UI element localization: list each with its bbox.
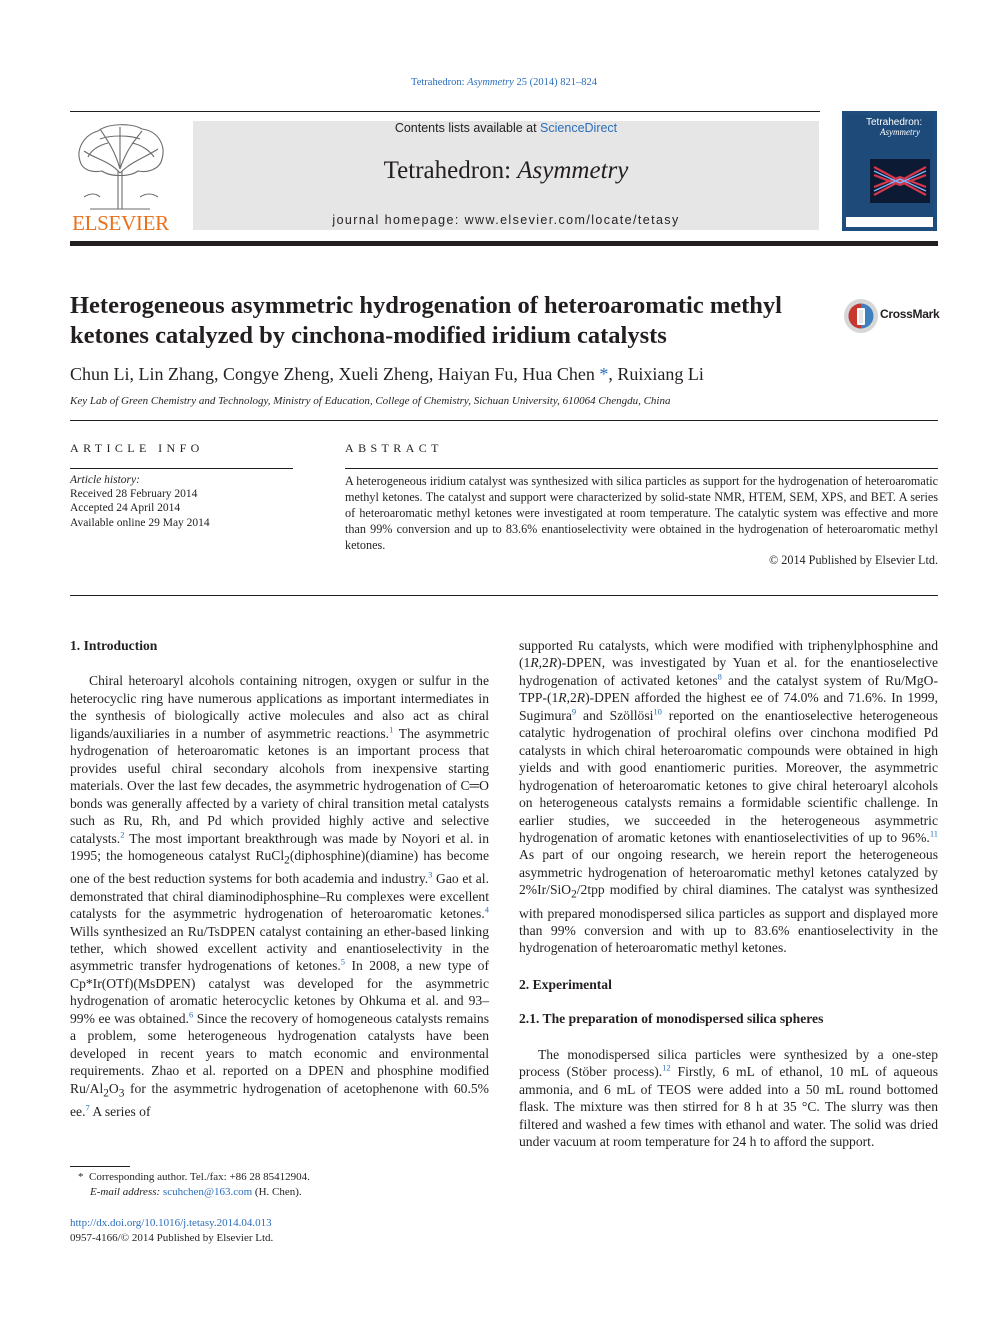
cover-title: Tetrahedron:	[866, 117, 923, 128]
author-list: Chun Li, Lin Zhang, Congye Zheng, Xueli Zheng, Haiyan Fu, Hua Chen *, Ruixiang Li	[70, 364, 704, 384]
accepted-date: Accepted 24 April 2014	[70, 502, 181, 515]
abstract-copyright: © 2014 Published by Elsevier Ltd.	[768, 553, 938, 567]
doi-link[interactable]: http://dx.doi.org/10.1016/j.tetasy.2014.04.013	[70, 1217, 272, 1229]
sciencedirect-link[interactable]: ScienceDirect	[540, 121, 618, 135]
experimental-paragraph: The monodispersed silica particles were synthesized by a one-step process (Stöber process).$^{12}$ Firstly, 6 mL of ethanol, 10 mL of aqueous ammonia, and 6 mL of TEOS were added into a 50 mL round bottomed flask. The mixture was then stirred for 8 h at 35 °C. The slurry was then filtered and washed a few times with ethanol and water. The solid was dried under vacuum at room temperature for 24 h to afford the support.	[519, 1046, 939, 1150]
experimental-heading: 2. Experimental	[519, 976, 612, 992]
header-divider	[70, 111, 820, 112]
cover-artwork-icon	[870, 159, 930, 203]
intro-continued-paragraph: supported Ru catalysts, which were modified with triphenylphosphine and (1R,2R)-DPEN, was investigated by Yuan et al. for the enantioselective hydrogenation of activated ketones$^8$ and the catalyst system of Ru/MgO-TPP-(1R,2R)-DPEN afforded the highest ee of 74.0% and 71.6%. In 1999, Sugimura$^9$ and Szöllösi$^{10}$ reported on the enantioselective heterogeneous catalytic hydrogenation of prochiral olefins over cinchona modified Pd catalysts in which chiral heteroaromatic compounds were obtained in high yields and with good enantiomeric purities. Moreover, the asymmetric hydrogenation of heteroaromatic ketones to give chiral heteroaryl alcohols on heterogeneous catalysts remains a formidable scientific challenge. In earlier studies, we succeeded in the heterogeneous asymmetric hydrogenation of aromatic ketones with enantioselectivities of up to 96%.$^{11}$ As part of our ongoing research, we herein report the heterogeneous asymmetric hydrogenation of heteroaromatic methyl ketones catalyzed by 2%Ir/SiO$_2$/2tpp modified by chiral diamines. The catalyst was synthesized with prepared monodispersed silica particles as support and displayed more than 99% conversion and with up to 83.6% enantioselectivity in the hydrogenation of heteroaromatic methyl ketones.	[519, 638, 938, 956]
abstract-heading: ABSTRACT	[345, 441, 443, 455]
article-history	[70, 473, 293, 530]
journal-homepage-link[interactable]: journal homepage: www.elsevier.com/locate/tetasy	[332, 213, 680, 227]
journal-cover-thumbnail[interactable]	[842, 111, 937, 231]
online-date: Available online 29 May 2014	[70, 516, 210, 529]
email-footnote: E-mail address: scuhchen@163.com (H. Chen).	[90, 1186, 302, 1198]
footnote-divider	[70, 1166, 130, 1167]
abstract-divider	[345, 468, 938, 469]
header-thick-rule	[70, 241, 938, 246]
history-label: Article history:	[70, 474, 140, 486]
left-column	[70, 637, 489, 1120]
issn-line: 0957-4166/© 2014 Published by Elsevier Ltd.	[70, 1232, 274, 1244]
affiliation-divider	[70, 420, 938, 421]
intro-paragraph: Chiral heteroaryl alcohols containing nitrogen, oxygen or sulfur in the heterocyclic ring have numerous applications as important intermediates in the synthesis of biologically active molecules and also act as chiral ligands/auxiliaries in a number of asymmetric reactions.$^1$ The asymmetric hydrogenation of heteroaromatic ketones is an important process that provides useful chiral secondary alcohols from inexpensive starting materials. Over the last few decades, the asymmetric hydrogenation of C═O bonds was generally affected by a variety of chiral transition metal catalysts such as Ru, Rh, and Pd which provided highly active and selective catalysts.$^2$ The most important breakthrough was made by Noyori et al. in 1995; the homogeneous catalyst RuCl$_2$(diphosphine)(diamine) has become one of the best reduction systems for both academia and industry.$^3$ Gao et al. demonstrated that chiral diaminodiphosphine–Ru complexes were excellent catalysts for the asymmetric hydrogenation of heteroaromatic ketones.$^4$ Wills synthesized an Ru/TsDPEN catalyst containing an ether-based linking tether, which showed excellent activity and enantioselectivity in the asymmetric transfer hydrogenations of ketones.$^5$ In 2008, a new type of Cp*Ir(OTf)(MsDPEN) catalyst was developed for the asymmetric hydrogenation of aromatic heterocyclic ketones by Ohkuma et al. and 93–99% ee was obtained.$^6$ Since the recovery of homogeneous catalysts remains a problem, some heterogeneous hydrogenation catalysts have been developed in recent years to match economic and environmental requirements. Zhao et al. reported on a DPEN and phosphine modified $Ru/Al_2O_3$ for the asymmetric hydrogenation of acetophenone with 60.5% ee.$^7$ A series of	[70, 673, 489, 1119]
corresponding-footnote: * Corresponding author. Tel./fax: +86 28 85412904.	[78, 1171, 310, 1183]
doi-block	[70, 1216, 489, 1246]
journal-citation[interactable]: Tetrahedron: Asymmetry 25 (2014) 821–824	[411, 77, 597, 88]
intro-heading: 1. Introduction	[70, 638, 158, 653]
contents-availability: Contents lists available at ScienceDirect	[394, 121, 618, 135]
cover-subtitle: Asymmetry	[880, 127, 920, 137]
crossmark-icon[interactable]	[843, 298, 879, 338]
corresponding-author-mark[interactable]: *	[594, 364, 609, 384]
abstract-body: A heterogeneous iridium catalyst was synthesized with silica particles as support for the hydrogenation of heteroaromatic methyl ketones. The catalyst and support were characterized by solid-state NMR, HTEM, SEM, XPS, and BET. A series of heteroaromatic methyl ketones were investigated at room temperature. The catalytic system was effective and more than 99% conversion and up to 83.6% enantioselectivity were obtained in the hydrogenation of heteroaromatic methyl ketones.	[345, 474, 938, 552]
abstract-bottom-rule	[70, 595, 938, 596]
affiliation: Key Lab of Green Chemistry and Technology, Ministry of Education, College of Chemistry, Sichuan University, 610064 Chengdu, China	[70, 395, 671, 407]
crossmark-label[interactable]: CrossMark	[880, 307, 940, 321]
article-info-heading: ARTICLE INFO	[70, 441, 204, 455]
received-date: Received 28 February 2014	[70, 488, 198, 501]
footnotes	[70, 1170, 489, 1200]
subsection-heading: 2.1. The preparation of monodispersed silica spheres	[519, 1011, 824, 1027]
right-column	[519, 637, 938, 1151]
elsevier-wordmark: ELSEVIER	[72, 211, 169, 235]
article-info-divider	[70, 468, 293, 469]
journal-name: Tetrahedron: Asymmetry	[383, 157, 629, 184]
article-title: Heterogeneous asymmetric hydrogenation of heteroaromatic methyl ketones catalyzed by cinchona-modified iridium catalysts	[70, 292, 782, 349]
email-link[interactable]: scuhchen@163.com	[162, 1186, 253, 1198]
